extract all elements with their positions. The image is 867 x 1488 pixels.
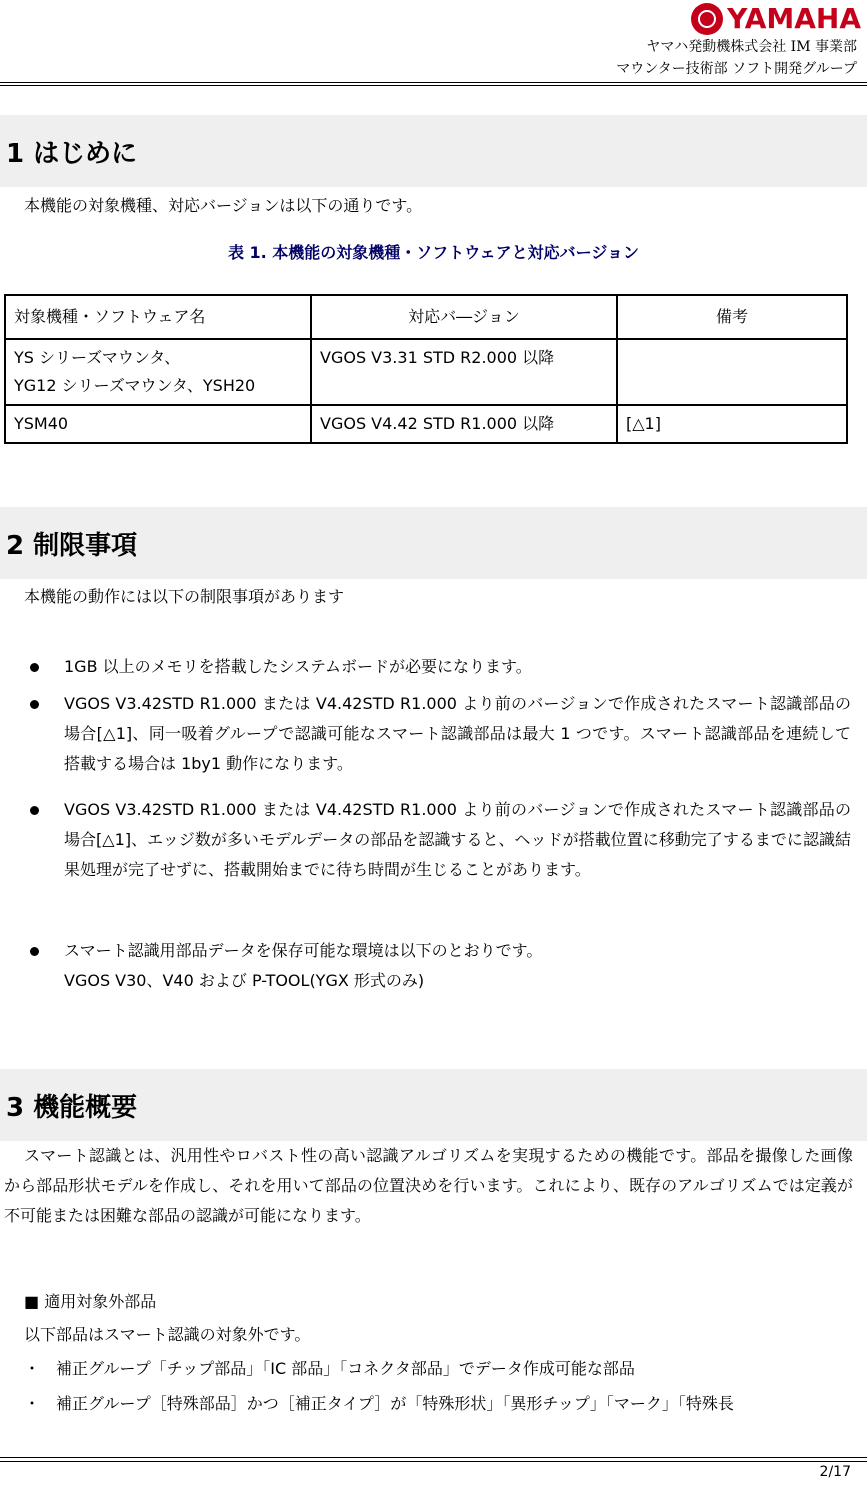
header-rule-2 [0,85,867,86]
table-header-cell: 備考 [617,295,847,339]
bullet-icon [30,700,39,709]
bullet-icon [30,806,39,815]
section1-intro: 本機能の対象機種、対応バージョンは以下の通りです。 [24,196,423,215]
bullet-icon [30,663,39,672]
table-cell-name: YSM40 [5,405,311,443]
list-item [30,936,851,996]
tuning-fork-emblem-icon [691,3,723,35]
list-item: ・ 補正グループ「チップ部品」「IC 部品」「コネクタ部品」でデータ作成可能な部品 [24,1359,635,1378]
table-cell-note: [△1] [617,405,847,443]
table-header-row [5,295,847,339]
section1-heading [0,115,867,187]
list-item-text: 1GB 以上のメモリを搭載したシステムボードが必要になります。 [64,657,532,676]
compatibility-table [4,294,848,444]
table-cell-note [617,339,847,405]
list-item-text: VGOS V3.42STD R1.000 または V4.42STD R1.000 より前のバージョンで作成されたスマート認識部品の場合[△1]、エッジ数が多いモデルデータの部品を認識すると、ヘッドが搭載位置に移動完了するまでに認識結果処理が完了せずに、搭載開始までに待ち時間が生じることがあります。 [64,800,851,879]
page-number: 2/17 [819,1464,851,1480]
yamaha-logo [691,2,861,36]
bullet-icon [30,947,39,956]
section2-heading [0,507,867,579]
table-caption: 表 1. 本機能の対象機種・ソフトウェアと対応バージョン [227,243,640,262]
list-item-subtext: VGOS V30、V40 および P-TOOL(YGX 形式のみ) [64,971,425,990]
footer-rule-2 [0,1461,867,1462]
list-item [30,689,851,779]
section3-title: 3 機能概要 [6,1092,138,1123]
list-item [30,795,851,885]
table-cell-name [5,339,311,405]
table-header-cell: 対象機種・ソフトウェア名 [5,295,311,339]
footer-rule [0,1457,867,1458]
brand-wordmark: YAMAHA [727,2,861,35]
table-cell-version: VGOS V4.42 STD R1.000 以降 [311,405,617,443]
header-rule [0,82,867,83]
excluded-parts-heading: ■ 適用対象外部品 [24,1292,157,1311]
section1-title: 1 はじめに [6,138,138,169]
list-item: ・ 補正グループ［特殊部品］かつ［補正タイプ］が「特殊形状」「異形チップ」「マーク」「特殊長 [24,1394,734,1413]
section3-heading [0,1069,867,1141]
table-cell-version: VGOS V3.31 STD R2.000 以降 [311,339,617,405]
section3-body: スマート認識とは、汎用性やロバスト性の高い認識アルゴリズムを実現するための機能です。部品を撮像した画像から部品形状モデルを作成し、それを用いて部品の位置決めを行います。これにより、既存のアルゴリズムでは定義が不可能または困難な部品の認識が可能になります。 [4,1146,853,1225]
table-row [5,339,847,405]
name-line: YS シリーズマウンタ、 [14,348,181,367]
list-item-text: スマート認識用部品データを保存可能な環境は以下のとおりです。 [64,941,543,960]
section2-intro: 本機能の動作には以下の制限事項があります [24,587,345,606]
name-line: YG12 シリーズマウンタ、YSH20 [14,376,256,395]
table-row [5,405,847,443]
list-item-text: VGOS V3.42STD R1.000 または V4.42STD R1.000 より前のバージョンで作成されたスマート認識部品の場合[△1]、同一吸着グループで認識可能なスマート認識部品は最大 1 つです。スマート認識部品を連続して搭載する場合は 1by1 動作になります。 [64,694,851,773]
table-header-cell: 対応バ―ジョン [311,295,617,339]
company-line2: マウンター技術部 ソフト開発グループ [616,61,857,77]
list-item [30,652,851,682]
company-line1: ヤマハ発動機株式会社 IM 事業部 [646,39,857,55]
company-info [616,36,857,80]
excluded-parts-intro: 以下部品はスマート認識の対象外です。 [24,1325,311,1344]
section2-title: 2 制限事項 [6,530,138,561]
